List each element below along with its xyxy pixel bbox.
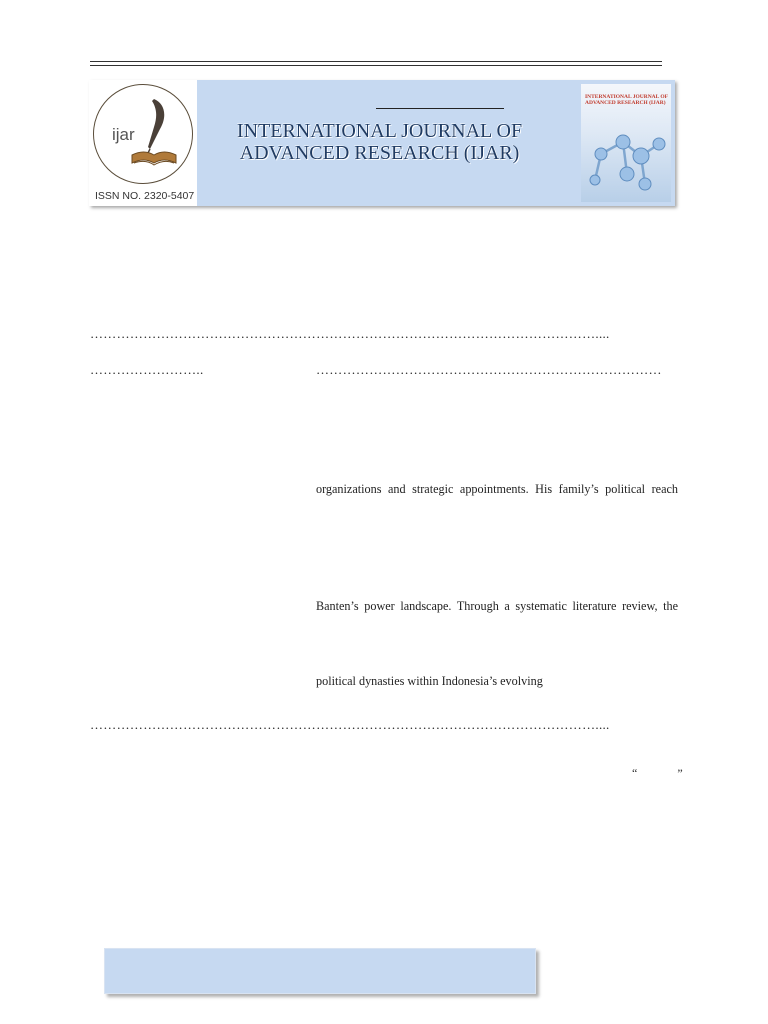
footer-box: [104, 948, 536, 994]
banner-rule: [376, 108, 504, 109]
top-rule-second: [90, 65, 662, 66]
issn-number: ISSN NO. 2320-5407: [95, 190, 195, 202]
quill-book-icon: [94, 85, 192, 183]
divider-left-short: ……………………..: [90, 363, 204, 376]
ijar-logo: [93, 84, 193, 184]
close-quote: ”: [677, 766, 683, 780]
cover-title: INTERNATIONAL JOURNAL OF ADVANCED RESEARCH (IJAR): [585, 94, 668, 106]
logo-box: [89, 80, 197, 206]
logo-text: ijar: [112, 125, 135, 144]
divider-full-bottom: ……………………………………………………………………………………………………....: [90, 718, 610, 731]
abstract-line-2: Banten’s power landscape. Through a systematic literature review, the: [316, 599, 678, 613]
divider-right-medium: ……………………………………………………………………: [316, 363, 662, 376]
top-rule: [90, 61, 662, 62]
journal-banner: [89, 80, 675, 206]
journal-title-line1: INTERNATIONAL JOURNAL OF: [236, 120, 523, 142]
open-quote: “: [632, 766, 638, 780]
divider-full-top: ……………………………………………………………………………………………………....: [90, 327, 610, 340]
molecule-icon: [581, 84, 671, 202]
journal-cover-image: [581, 84, 671, 202]
quotation-marks: [632, 766, 683, 781]
journal-title-line2: ADVANCED RESEARCH (IJAR): [239, 142, 520, 164]
abstract-line-3: political dynasties within Indonesia’s evolving: [316, 674, 543, 688]
abstract-line-1: organizations and strategic appointments. His family’s political reach: [316, 482, 678, 496]
journal-title: [197, 120, 562, 164]
